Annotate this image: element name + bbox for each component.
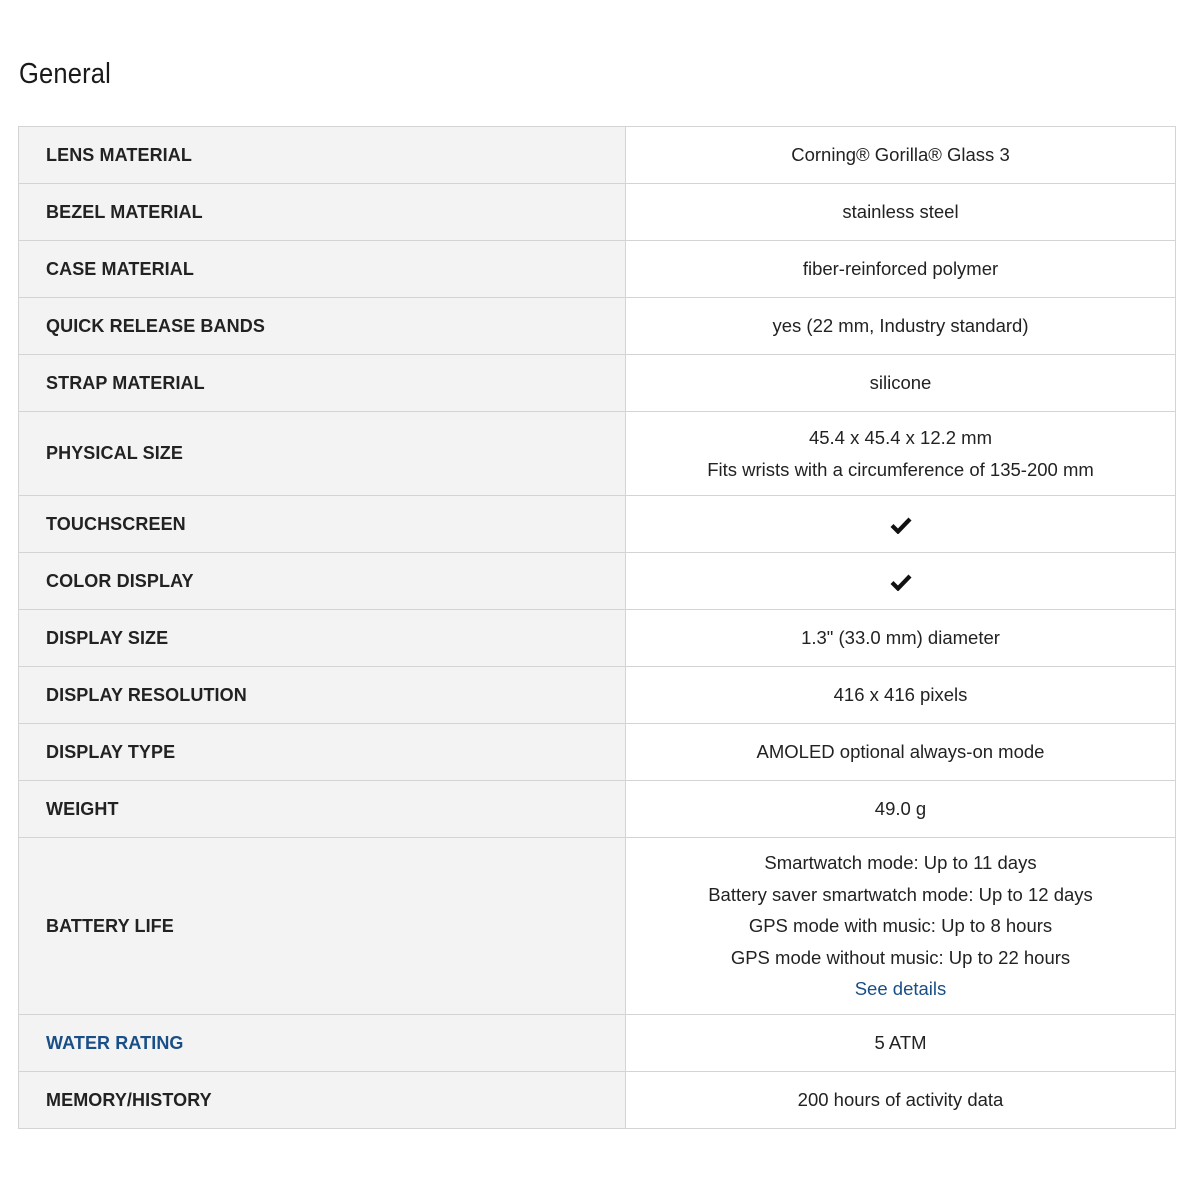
spec-value-line: 416 x 416 pixels: [833, 684, 968, 706]
spec-row-water-rating: [19, 1015, 1176, 1072]
spec-value-line: fiber-reinforced polymer: [802, 258, 999, 280]
spec-row-case-material: [19, 241, 1176, 298]
spec-row-display-resolution: [19, 667, 1176, 724]
spec-label: PHYSICAL SIZE: [19, 412, 626, 496]
spec-label: LENS MATERIAL: [19, 127, 626, 184]
checkmark-icon: [890, 516, 912, 534]
spec-value: [626, 1072, 1176, 1129]
see-details-link[interactable]: See details: [854, 978, 947, 1000]
spec-value-line: 5 ATM: [874, 1032, 927, 1054]
spec-value-line: Battery saver smartwatch mode: Up to 12 days: [708, 883, 1093, 905]
spec-value: [626, 724, 1176, 781]
spec-table-body: [19, 127, 1176, 1129]
spec-value: [626, 610, 1176, 667]
spec-value-line: AMOLED optional always-on mode: [756, 741, 1045, 763]
spec-value-line: 45.4 x 45.4 x 12.2 mm: [808, 427, 993, 448]
spec-value-line: Corning® Gorilla® Glass 3: [791, 144, 1010, 166]
section-title: General: [19, 58, 112, 90]
spec-row-weight: [19, 781, 1176, 838]
spec-label: BEZEL MATERIAL: [19, 184, 626, 241]
spec-value: [626, 127, 1176, 184]
spec-row-display-size: [19, 610, 1176, 667]
spec-value: [626, 184, 1176, 241]
spec-row-display-type: [19, 724, 1176, 781]
spec-row-battery-life: [19, 838, 1176, 1015]
spec-label: STRAP MATERIAL: [19, 355, 626, 412]
spec-value: [626, 496, 1176, 553]
spec-label: QUICK RELEASE BANDS: [19, 298, 626, 355]
spec-row-memory-history: [19, 1072, 1176, 1129]
spec-label: MEMORY/HISTORY: [19, 1072, 626, 1129]
spec-value: [626, 1015, 1176, 1072]
spec-label-link[interactable]: WATER RATING: [19, 1015, 626, 1072]
spec-value: [626, 241, 1176, 298]
spec-value: [626, 355, 1176, 412]
spec-value: [626, 412, 1176, 496]
checkmark-icon: [890, 573, 912, 591]
spec-value: [626, 553, 1176, 610]
spec-value: [626, 838, 1176, 1015]
spec-value-line: 1.3" (33.0 mm) diameter: [801, 627, 1000, 649]
spec-row-strap-material: [19, 355, 1176, 412]
spec-value-line: 200 hours of activity data: [797, 1089, 1004, 1111]
spec-row-touchscreen: [19, 496, 1176, 553]
spec-label: TOUCHSCREEN: [19, 496, 626, 553]
spec-value: [626, 667, 1176, 724]
spec-row-lens-material: [19, 127, 1176, 184]
spec-value-line: silicone: [869, 372, 932, 394]
spec-value-line: GPS mode without music: Up to 22 hours: [730, 946, 1071, 968]
spec-value-line: 49.0 g: [874, 798, 927, 820]
spec-value-line: Fits wrists with a circumference of 135-200 mm: [707, 458, 1094, 480]
spec-label: BATTERY LIFE: [19, 838, 626, 1015]
spec-value-line: yes (22 mm, Industry standard): [772, 315, 1029, 337]
spec-label: DISPLAY SIZE: [19, 610, 626, 667]
spec-label: COLOR DISPLAY: [19, 553, 626, 610]
spec-row-quick-release-bands: [19, 298, 1176, 355]
spec-value-line: Smartwatch mode: Up to 11 days: [764, 852, 1037, 874]
spec-label: CASE MATERIAL: [19, 241, 626, 298]
spec-value: [626, 781, 1176, 838]
spec-value: [626, 298, 1176, 355]
spec-label: DISPLAY TYPE: [19, 724, 626, 781]
spec-value-line: GPS mode with music: Up to 8 hours: [748, 915, 1053, 937]
spec-row-bezel-material: [19, 184, 1176, 241]
spec-row-color-display: [19, 553, 1176, 610]
spec-row-physical-size: [19, 412, 1176, 496]
spec-label: WEIGHT: [19, 781, 626, 838]
spec-table: [18, 126, 1176, 1129]
spec-value-line: stainless steel: [842, 201, 959, 223]
spec-label: DISPLAY RESOLUTION: [19, 667, 626, 724]
